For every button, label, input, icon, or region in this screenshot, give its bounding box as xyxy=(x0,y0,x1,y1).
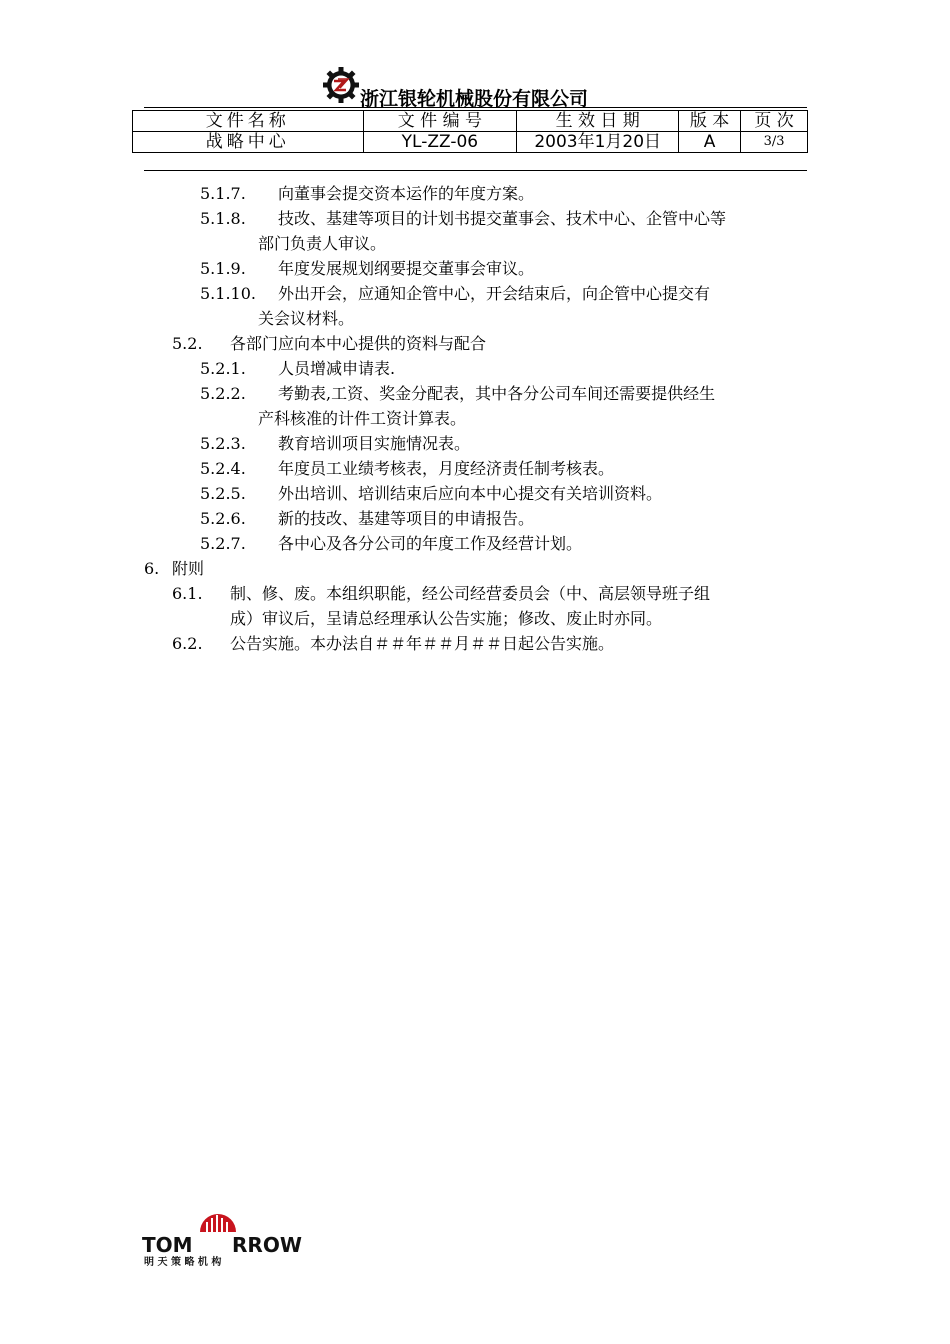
list-item-continuation: 关会议材料。 xyxy=(258,309,355,328)
list-item: 5.1.8. 技改、基建等项目的计划书提交董事会、技术中心、企管中心等 xyxy=(200,209,727,228)
list-item: 5.2.3. 教育培训项目实施情况表。 xyxy=(200,434,471,453)
brand-subtitle: 明 天 策 略 机 构 xyxy=(144,1257,222,1268)
info-value-row xyxy=(133,132,808,153)
header-version: 版 本 xyxy=(679,111,741,132)
list-item: 5.1.10. 外出开会，应通知企管中心，开会结束后，向企管中心提交有 xyxy=(200,284,711,303)
value-effective-date: 2003年1月20日 xyxy=(517,132,679,153)
list-item: 5.2.1. 人员增减申请表. xyxy=(200,359,396,378)
list-item: 5.1.9. 年度发展规划纲要提交董事会审议。 xyxy=(200,259,535,278)
info-header-row xyxy=(133,111,808,132)
tomorrow-brand-logo xyxy=(142,1210,304,1268)
header-rule-bottom xyxy=(144,170,807,171)
section-heading: 5.2. 各部门应向本中心提供的资料与配合 xyxy=(172,334,487,353)
section-heading: 6. 附则 xyxy=(144,559,205,578)
list-item: 5.2.4. 年度员工业绩考核表，月度经济责任制考核表。 xyxy=(200,459,615,478)
list-item: 5.2.2. 考勤表,工资、奖金分配表，其中各分公司车间还需要提供经生 xyxy=(200,384,716,403)
list-item: 5.2.7. 各中心及各分公司的年度工作及经营计划。 xyxy=(200,534,583,553)
list-item-continuation: 成）审议后，呈请总经理承认公告实施；修改、废止时亦同。 xyxy=(230,609,663,628)
list-item: 6.1. 制、修、废。本组织职能，经公司经营委员会（中、高层领导班子组 xyxy=(172,584,711,603)
document-info-table xyxy=(132,110,808,153)
list-item-continuation: 部门负责人审议。 xyxy=(258,234,387,253)
value-doc-name: 战略中心 xyxy=(133,132,364,153)
header-page: 页 次 xyxy=(741,111,808,132)
value-doc-number: YL-ZZ-06 xyxy=(363,132,517,153)
list-item: 6.2. 公告实施。本办法自＃＃年＃＃月＃＃日起公告实施。 xyxy=(172,634,615,653)
list-item: 5.2.6. 新的技改、基建等项目的申请报告。 xyxy=(200,509,535,528)
header-effective-date: 生 效 日 期 xyxy=(517,111,679,132)
header-doc-name: 文件名称 xyxy=(133,111,364,132)
header-rule-top xyxy=(144,107,807,108)
brand-right: RROW xyxy=(232,1233,302,1257)
header-doc-number: 文 件 编 号 xyxy=(363,111,517,132)
list-item: 5.1.7. 向董事会提交资本运作的年度方案。 xyxy=(200,184,535,203)
list-item-continuation: 产科核准的计件工资计算表。 xyxy=(258,409,467,428)
company-name: 浙江银轮机械股份有限公司 xyxy=(360,88,589,110)
value-page: 3/3 xyxy=(741,132,808,153)
value-version: A xyxy=(679,132,741,153)
brand-left: TOM xyxy=(142,1233,193,1257)
list-item: 5.2.5. 外出培训、培训结束后应向本中心提交有关培训资料。 xyxy=(200,484,663,503)
company-logo-gear-icon xyxy=(322,66,360,104)
